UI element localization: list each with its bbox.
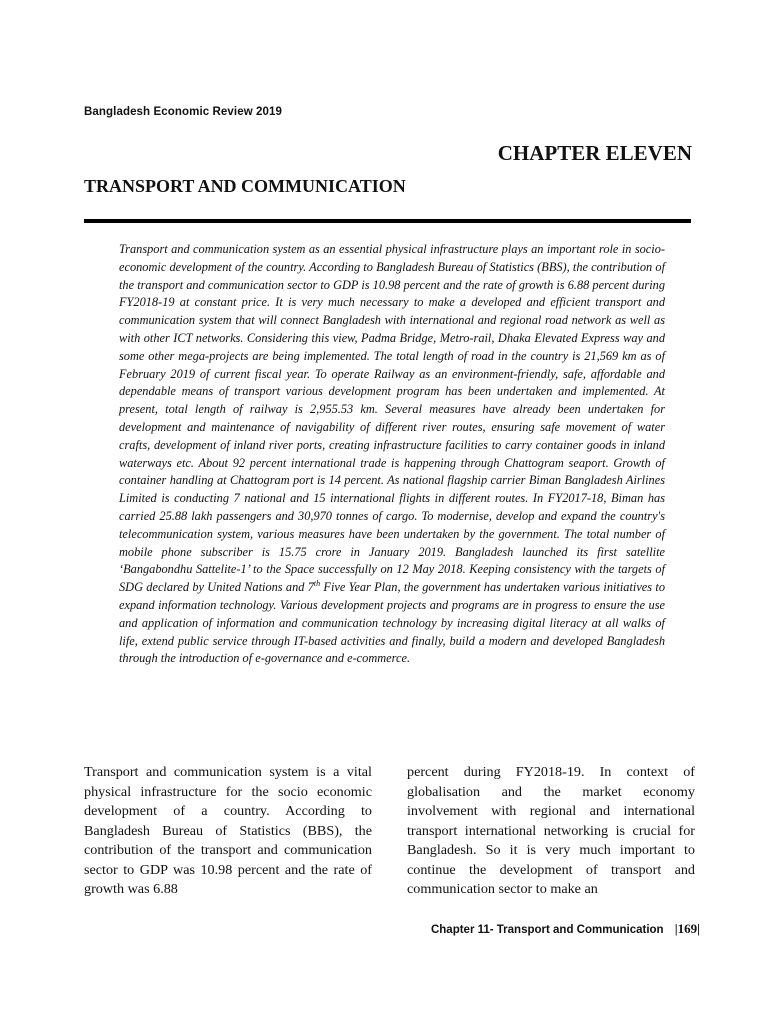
abstract-text-part1: Transport and communication system as an essential physical infrastructure plays an important role in socio-economic development of the country. According to Bangladesh Bureau of Statistics (BBS), the contribution of the transport and communication sector to GDP is 10.98 percent and the rate of growth is 6.88 percent during FY2018-19 at constant price. It is very much necessary to make a developed and efficient transport and communication system that will connect Bangladesh with international and regional road network as well as with other ICT networks. Considering this view, Padma Bridge, Metro-rail, Dhaka Elevated Express way and some other mega-projects are being implemented. The total length of road in the country is 21,569 km as of February 2019 of current fiscal year. To operate Railway as an environment-friendly, safe, affordable and dependable means of transport various development program has been undertaken and implemented. At present, total length of railway is 2,955.53 km. Several measures have already been undertaken for development and maintenance of navigability of different river routes, ensuring safe movement of water crafts, development of inland river ports, creating infrastructure facilities to carry container goods in inland waterways etc. About 92 percent international trade is happening through Chattogram seaport. Growth of container handling at Chattogram port is 14 percent. As national flagship carrier Biman Bangladesh Airlines Limited is conducting 7 national and 15 international flights in different routes. In FY2017-18, Biman has carried 25.88 lakh passengers and 30,970 tonnes of cargo. To modernise, develop and expand the country's telecommunication system, various measures have been undertaken by the government. The total number of mobile phone subscriber is 15.75 crore in January 2019. Bangladesh launched its first satellite ‘Bangabondhu Sattelite-1’ to the Space successfully on 12 May 2018. Keeping consistency with the targets of SDG declared by United Nations and 7 (119, 242, 665, 595)
abstract-superscript: th (313, 579, 321, 589)
running-header: Bangladesh Economic Review 2019 (84, 106, 283, 118)
body-right-column: percent during FY2018-19. In context of globalisation and the market economy involvement with regional and international transport international networking is crucial for Bangladesh. So it is very much important to continue the development of transport and communication sector to make an (407, 764, 695, 897)
page-footer (431, 921, 700, 937)
footer-chapter-label: Chapter 11- Transport and Communication (430, 924, 664, 936)
chapter-number: CHAPTER ELEVEN (497, 141, 692, 165)
body-left-column: Transport and communication system is a vital physical infrastructure for the socio economic development of a country. According to Bangladesh Bureau of Statistics (BBS), the contribution of the transport and communication sector to GDP was 10.98 percent and the rate of growth was 6.88 (84, 764, 372, 897)
abstract-text-part2: Five Year Plan, the government has undertaken various initiatives to expand information technology. Various development projects and programs are in progress to ensure the use and application of information and communication technology by increasing digital literacy at all walks of life, extend public service through IT-based activities and finally, build a modern and developed Bangladesh through the introduction of e-governance and e-commerce. (119, 580, 665, 666)
chapter-title: TRANSPORT AND COMMUNICATION (84, 176, 406, 196)
chapter-abstract (119, 241, 665, 668)
title-divider (84, 219, 691, 223)
page-number: |169| (674, 921, 700, 936)
